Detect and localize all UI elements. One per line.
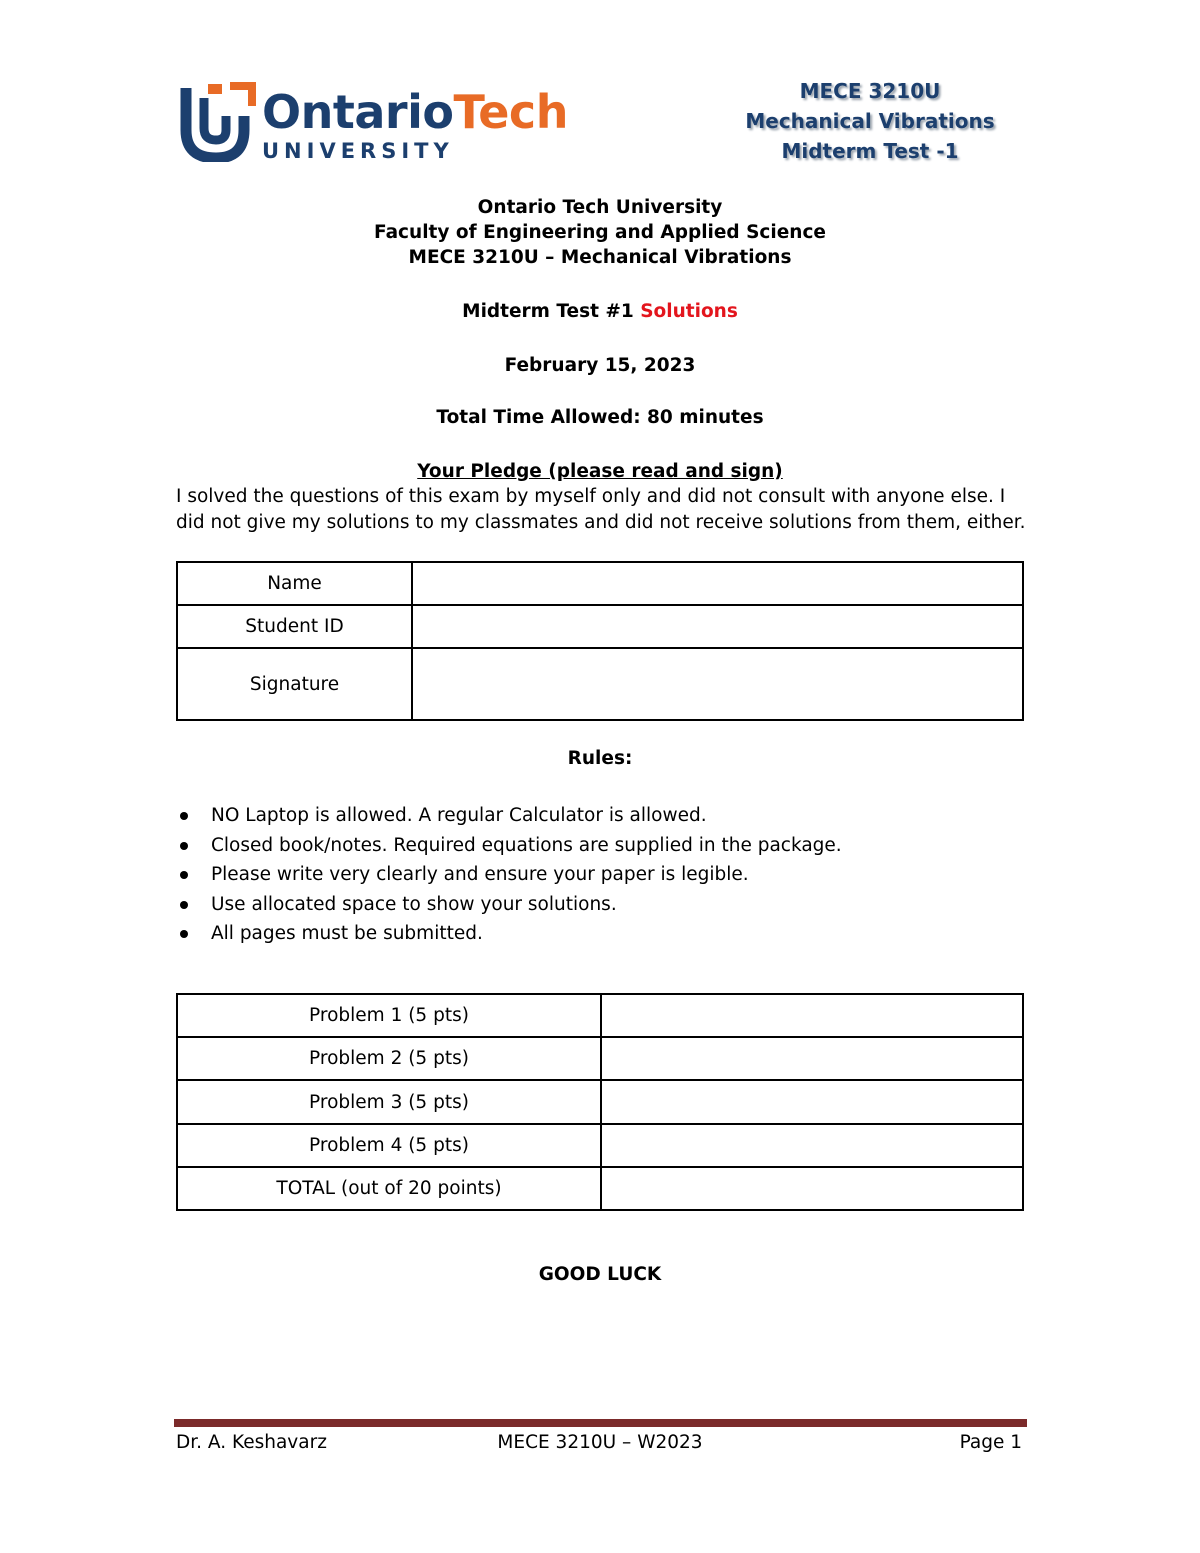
signature-label: Signature (177, 648, 412, 720)
list-item (176, 919, 1026, 949)
list-item (176, 860, 1026, 890)
table-row (177, 648, 1023, 720)
pledge-text: I solved the questions of this exam by myself only and did not consult with anyone else. I did not give my solutions to my classmates and did not receive solutions from them, either. (176, 486, 1026, 533)
footer-divider (174, 1419, 1027, 1427)
table-row (177, 605, 1023, 648)
course-title-block (730, 76, 1010, 166)
list-item (176, 890, 1026, 920)
bullet-icon (180, 930, 188, 938)
faculty-name: Faculty of Engineering and Applied Science (374, 222, 826, 243)
table-row (177, 994, 1023, 1037)
table-row (177, 1080, 1023, 1124)
footer-page-number: Page 1 (959, 1432, 1022, 1453)
footer-author: Dr. A. Keshavarz (176, 1432, 327, 1453)
bullet-icon (180, 871, 188, 879)
rule-text: NO Laptop is allowed. A regular Calculator is allowed. (211, 805, 707, 826)
score-table (176, 993, 1024, 1211)
test-date: February 15, 2023 (504, 355, 696, 376)
good-luck: GOOD LUCK (538, 1264, 662, 1285)
course-name: Mechanical Vibrations (745, 109, 995, 133)
student-id-label: Student ID (177, 605, 412, 648)
list-item (176, 831, 1026, 861)
footer-course: MECE 3210U – W2023 (497, 1432, 703, 1453)
student-id-field[interactable] (412, 605, 1023, 648)
logo-subtitle: UNIVERSITY (262, 139, 454, 163)
total-score[interactable] (601, 1167, 1023, 1210)
rule-text: Use allocated space to show your solutions. (211, 893, 617, 915)
course-line: MECE 3210U – Mechanical Vibrations (408, 247, 792, 268)
university-name: Ontario Tech University (477, 197, 723, 218)
name-label: Name (177, 562, 412, 605)
bullet-icon (180, 842, 188, 850)
logo-word-tech: Tech (453, 85, 568, 139)
logo-mark-orange (230, 86, 252, 106)
time-allowed: Total Time Allowed: 80 minutes (436, 407, 764, 428)
list-item (176, 801, 1026, 831)
problem-2-score[interactable] (601, 1037, 1023, 1080)
logo-word-ontario: Ontario (262, 85, 454, 139)
test-title-prefix: Midterm Test #1 (462, 301, 634, 322)
logo-wordmark (262, 86, 568, 138)
name-field[interactable] (412, 562, 1023, 605)
problem-3-label: Problem 3 (5 pts) (177, 1080, 601, 1124)
table-row (177, 1167, 1023, 1210)
pledge-heading: Your Pledge (please read and sign) (417, 461, 783, 482)
logo-mark-navy-inner (204, 98, 226, 140)
test-title (0, 299, 1200, 324)
rules-list (176, 801, 1026, 949)
rules-heading: Rules: (567, 748, 633, 769)
problem-4-label: Problem 4 (5 pts) (177, 1124, 601, 1167)
problem-3-score[interactable] (601, 1080, 1023, 1124)
rule-text: Closed book/notes. Required equations are supplied in the package. (211, 834, 842, 856)
course-code: MECE 3210U (799, 79, 941, 103)
logo-mark-orange-block (208, 84, 222, 94)
problem-2-label: Problem 2 (5 pts) (177, 1037, 601, 1080)
ontario-tech-logo-icon (180, 80, 260, 162)
rule-text: Please write very clearly and ensure your paper is legible. (211, 864, 749, 885)
signature-field[interactable] (412, 648, 1023, 720)
problem-1-label: Problem 1 (5 pts) (177, 994, 601, 1037)
total-label: TOTAL (out of 20 points) (177, 1167, 601, 1210)
bullet-icon (180, 812, 188, 820)
table-row (177, 1124, 1023, 1167)
table-row (177, 1037, 1023, 1080)
bullet-icon (180, 901, 188, 909)
table-row (177, 562, 1023, 605)
test-title-solutions: Solutions (640, 301, 738, 322)
student-info-table (176, 561, 1024, 721)
problem-4-score[interactable] (601, 1124, 1023, 1167)
problem-1-score[interactable] (601, 994, 1023, 1037)
logo-mark-navy (186, 88, 244, 158)
rule-text: All pages must be submitted. (211, 923, 483, 944)
test-name: Midterm Test -1 (781, 139, 959, 163)
